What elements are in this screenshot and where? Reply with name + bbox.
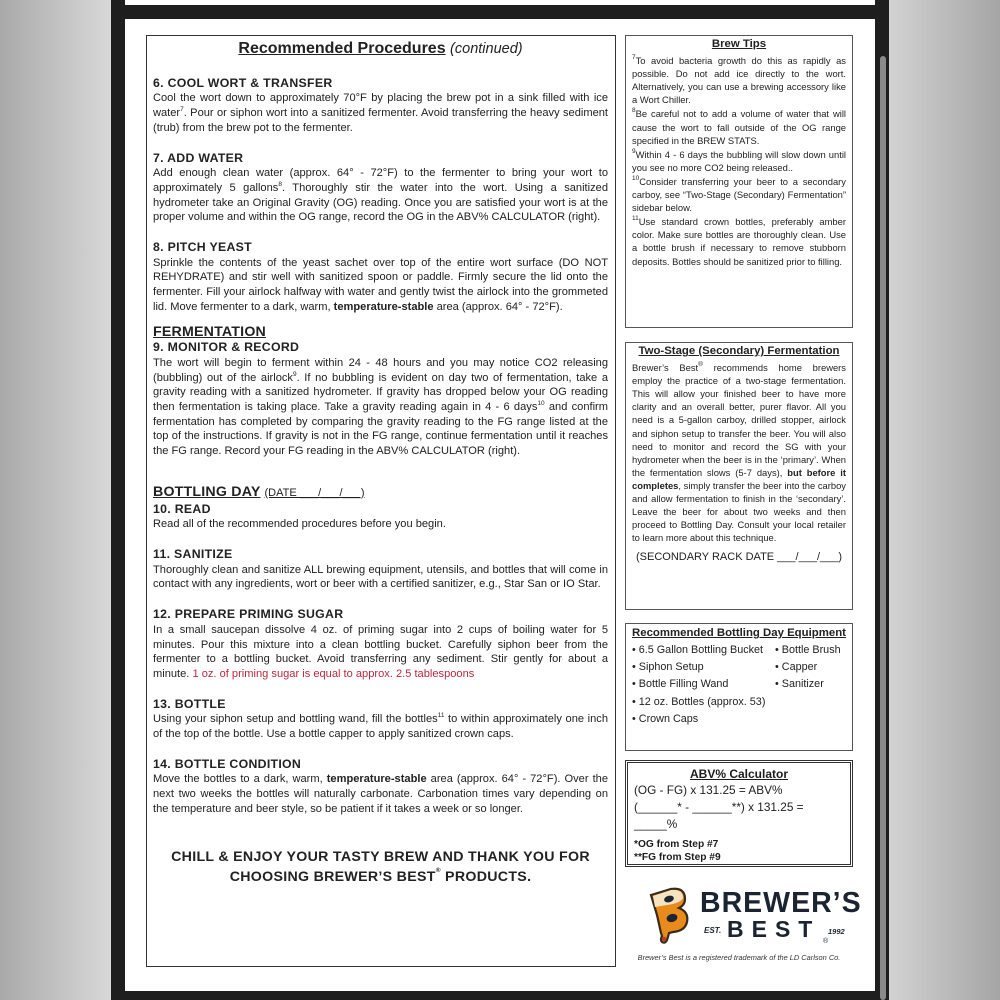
- priming-sugar-note: 1 oz. of priming sugar is equal to approx. 2.5 tablespoons: [192, 667, 475, 680]
- equipment-title: Recommended Bottling Day Equipment: [632, 627, 846, 639]
- fermentation-heading: FERMENTATION: [153, 323, 266, 340]
- tip-7: $^7$To avoid bacteria growth do this as rapidly as possible. Do not add ice directly to the wort. Alternatively, you can use a brewing accessory like a Wort Chiller.: [632, 54, 846, 106]
- step-7-heading: 7. ADD WATER: [153, 150, 244, 165]
- equipment-item: • 12 oz. Bottles (approx. 53): [632, 695, 766, 708]
- step-8-text: Sprinkle the contents of the yeast sachet over top of the entire wort surface (DO NOT REHYDRATE) and stir well with sanitized spoon or paddle. Firmly secure the lid onto the fermenter. Fill your airlock halfway with water and gently twist the airlock into the grommeted lid. Move fermenter to a dark, warm, temperature-stable area (approx. 64° - 72°F).: [153, 256, 608, 313]
- equipment-item: • Bottle Brush: [775, 644, 841, 656]
- step-13-heading: 13. BOTTLE: [153, 696, 226, 711]
- step-9-heading: 9. MONITOR & RECORD: [153, 340, 300, 355]
- closing-message: CHILL & ENJOY YOUR TASTY BREW AND THANK YOU FOR CHOOSING BREWER’S BEST® PRODUCTS.: [171, 848, 590, 886]
- scrollbar-thumb[interactable]: [880, 56, 886, 1000]
- brew-tips-title: Brew Tips: [711, 38, 767, 50]
- document-viewer: [111, 0, 889, 1000]
- brand-year: 1992: [828, 927, 845, 936]
- step-11-heading: 11. SANITIZE: [153, 546, 233, 561]
- step-11-text: Thoroughly clean and sanitize ALL brewing equipment, utensils, and bottles that will come in contact with any ingredients, wort or beer with a certified sanitizer, e.g., Star San or IO Star.: [153, 563, 608, 591]
- beer-b-logo-icon: [645, 885, 693, 945]
- step-12-heading: 12. PREPARE PRIMING SUGAR: [153, 607, 344, 622]
- step-13-text: Using your siphon setup and bottling wand, fill the bottles$^{11}$ to within approximately one inch of the top of the bottle. Use a bottle capper to apply sanitized crown caps.: [153, 712, 608, 741]
- equipment-item: • Capper: [775, 661, 818, 674]
- trademark-notice: Brewer’s Best is a registered trademark of the LD Carlson Co.: [637, 953, 841, 962]
- two-stage-fermentation-box: [625, 342, 853, 610]
- procedures-title-suffix: (continued): [450, 41, 523, 57]
- bottling-day-title: BOTTLING DAY: [153, 483, 261, 500]
- equipment-item: • Crown Caps: [632, 712, 699, 725]
- vertical-scrollbar[interactable]: [875, 0, 889, 1000]
- procedures-title: [153, 42, 608, 57]
- procedures-title-text: Recommended Procedures: [238, 40, 446, 57]
- step-14-heading: 14. BOTTLE CONDITION: [153, 756, 302, 771]
- og-note: *OG from Step #7: [634, 839, 719, 850]
- step-9-text: The wort will begin to ferment within 24 - 48 hours and you may notice CO2 releasing (bubbling) out of the airlock$^9$. If no bubbling is evident on day two of fermentation, take a gravity reading with a sanitized hydrometer. If gravity has dropped below your OG reading then fermentation is taking place. Take a gravity reading again in 4 - 6 days$^{10}$ and confirm fermentation has completed by comparing the gravity reading to the FG range listed at the top of the instructions. If gravity is not in the FG range, continue fermentation until it reaches the FG range. Record your FG reading in the ABV% CALCULATOR (right).: [153, 356, 608, 458]
- step-12-text: In a small saucepan dissolve 4 oz. of priming sugar into 2 cups of boiling water for 5 minutes. Pour this mixture into a clean bottling bucket. Carefully siphon beer from the fermenter to a bottling bucket. Avoid transferring any sediment. Stir gently for about a minute. 1 oz. of priming sugar is equal to approx. 2.5 tablespoons: [153, 623, 608, 680]
- bottling-equipment-box: [625, 623, 853, 751]
- tip-10: $^{10}$Consider transferring your beer to a secondary carboy, see “Two-Stage (Secondary) Fermentation” sidebar below.: [632, 174, 846, 214]
- fg-note: **FG from Step #9: [634, 851, 721, 863]
- document-page: [125, 19, 875, 991]
- recommended-procedures-box: [146, 35, 616, 967]
- bottling-day-heading: [153, 485, 608, 501]
- previous-page-edge: [125, 0, 875, 5]
- step-8-heading: 8. PITCH YEAST: [153, 240, 252, 255]
- tip-11: $^{11}$Use standard crown bottles, preferably amber color. Make sure bottles are thoroughly clean. Use a bottle brush if necessary to remove stubborn deposits. Bottles should be sanitized prior to filling.: [632, 215, 846, 267]
- tip-8: $^8$Be careful not to add a volume of water that will cause the wort to fall outside of the OG range specified in the BREW STATS.: [632, 107, 846, 146]
- equipment-item: • Siphon Setup: [632, 661, 704, 674]
- two-stage-title: Two-Stage (Secondary) Fermentation: [638, 345, 840, 357]
- secondary-rack-date-field[interactable]: (SECONDARY RACK DATE ___/___/___): [635, 551, 843, 564]
- equipment-item: • Bottle Filling Wand: [632, 678, 729, 691]
- equipment-item: • 6.5 Gallon Bottling Bucket: [632, 644, 764, 656]
- brand-est: EST.: [704, 926, 722, 935]
- tip-9: $^9$Within 4 - 6 days the bubbling will slow down until you see no more CO2 being released..: [632, 147, 846, 173]
- brew-tips-box: [625, 35, 853, 328]
- step-10-heading: 10. READ: [153, 501, 211, 516]
- brand-registered-mark: ®: [823, 938, 829, 945]
- step-6-text: Cool the wort down to approximately 70°F by placing the brew pot in a sink filled with ice water$^7$. Pour or siphon wort into a sanitized fermenter. Avoid transferring the heavy sediment (trub) from the brew pot to the fermenter.: [153, 92, 608, 134]
- brewers-best-logo: [645, 881, 862, 949]
- step-14-text: Move the bottles to a dark, warm, temperature-stable area (approx. 64° - 72°F). Over the next two weeks the bottles will naturally carbonate. Carbonation times vary depending on the temperature and beer style, so be patient if it takes a week or so longer.: [153, 773, 608, 815]
- abv-formula: (OG - FG) x 131.25 = ABV%: [634, 783, 783, 797]
- abv-fill-in-field[interactable]: (______* - ______**) x 131.25 = _____%: [634, 800, 804, 831]
- brand-name-line1: BREWER’S: [700, 887, 862, 919]
- bottling-date-field[interactable]: (DATE ___/___/___): [264, 486, 365, 499]
- abv-calculator-title: ABV% Calculator: [689, 767, 789, 781]
- two-stage-text: Brewer’s Best® recommends home brewers employ the practice of a two-stage fermentation. This will allow your finished beer to have more clarity and an overall better, purer flavor. All you need is a 5-gallon carboy, drilled stopper, airlock and siphon setup to transfer the beer. You will also need to monitor and record the SG with your hydrometer when the beer is in the ‘primary’. When the fermentation slows (5-7 days), but before it completes, simply transfer the beer into the carboy and allow fermentation to finish in the ‘secondary’. Leave the beer for about two weeks and then proceed to Bottling Day. Consult your local retailer to learn more about this technique.: [632, 361, 847, 544]
- step-6-heading: 6. COOL WORT & TRANSFER: [153, 75, 333, 90]
- abv-calculator-box: [625, 760, 853, 867]
- step-10-text: Read all of the recommended procedures before you begin.: [153, 518, 446, 531]
- equipment-list: [632, 642, 846, 728]
- brand-name-line2: BEST: [727, 916, 821, 942]
- step-7-text: Add enough clean water (approx. 64° - 72°F) to the fermenter to bring your wort to approximately 5 gallons$^8$. Thoroughly stir the water into the wort. Using a sanitized hydrometer take an Original Gravity (OG) reading. Once you are satisfied your wort is at the proper volume and within the OG range, record the OG in the ABV% CALCULATOR (right).: [153, 167, 608, 224]
- equipment-item: • Sanitizer: [775, 678, 824, 691]
